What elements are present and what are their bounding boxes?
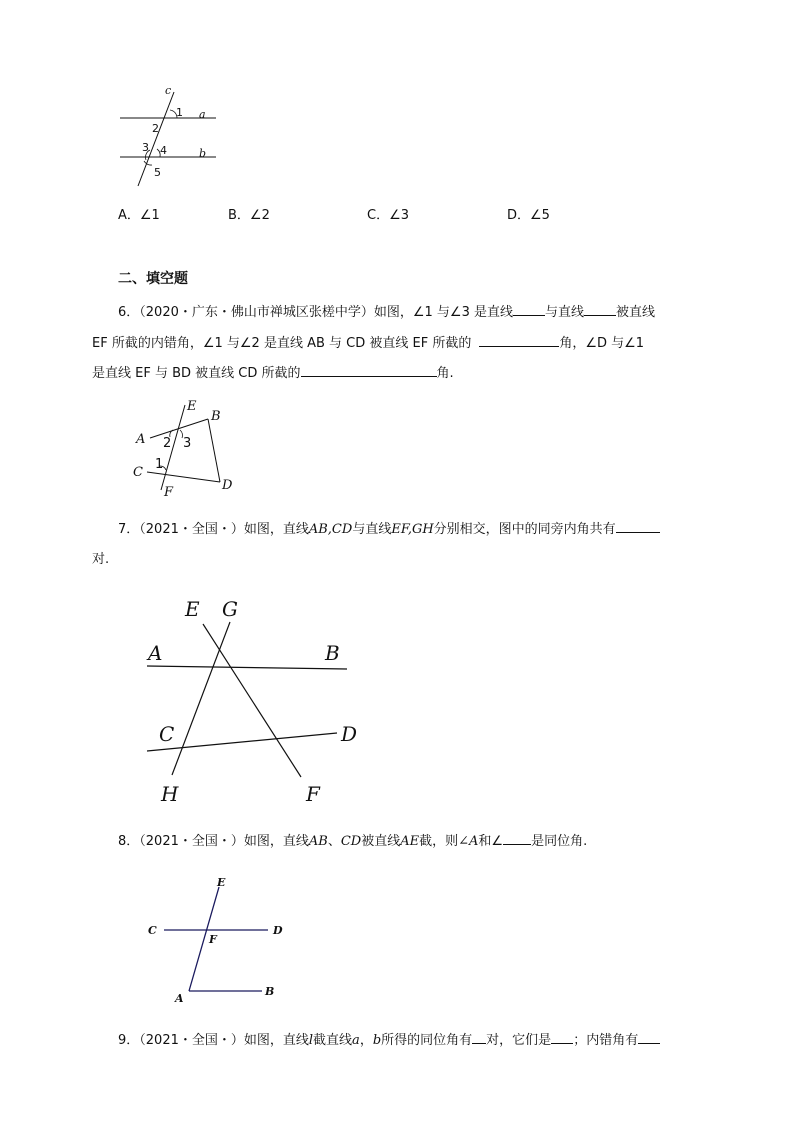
q6-line-2: EF 所截的内错角，∠1 与∠2 是直线 AB 与 CD 被直线 EF 所截的 角，∠D 与∠1 — [92, 336, 645, 351]
q8-label-b: B — [265, 985, 275, 998]
q5-option-a[interactable]: A．∠1 — [118, 208, 160, 223]
q7-label-f: F — [306, 782, 320, 806]
q5-label-4: 4 — [160, 144, 167, 157]
q9-blank-2[interactable] — [551, 1031, 573, 1044]
q6-label-1: 1 — [155, 457, 164, 472]
q8-line: 8．（2021・全国・）如图，直线AB、CD被直线AE截，则∠A和∠ 是同位角. — [118, 834, 588, 849]
q6-label-3: 3 — [183, 436, 192, 451]
q9-blank-3[interactable] — [638, 1031, 660, 1044]
q5-label-a: a — [199, 108, 206, 121]
q8-label-e: E — [217, 876, 226, 889]
q6-line-1: 6．（2020・广东・佛山市禅城区张槎中学）如图，∠1 与∠3 是直线 与直线 被直线 — [118, 305, 656, 320]
q5-label-3: 3 — [142, 141, 149, 154]
q7-label-a: A — [148, 641, 163, 665]
q7-line-1: 7．（2021・全国・）如图，直线AB,CD与直线EF,GH分别相交，图中的同旁内角共有 — [118, 520, 660, 539]
q8-label-d: D — [273, 924, 283, 937]
q7-line-2: 对. — [92, 552, 110, 567]
q6-label-2: 2 — [163, 436, 172, 451]
q6-label-e: E — [187, 399, 197, 414]
q5-option-b[interactable]: B．∠2 — [228, 208, 270, 223]
q7-label-h: H — [161, 782, 179, 806]
q5-option-c[interactable]: C．∠3 — [367, 208, 410, 223]
q5-label-1: 1 — [176, 106, 183, 119]
q6-label-b: B — [211, 409, 221, 424]
section-title: 二、填空题 — [118, 271, 188, 287]
q5-label-b: b — [199, 147, 207, 160]
q6-label-a: A — [136, 432, 146, 447]
q5-label-2: 2 — [152, 122, 159, 135]
q7-label-d: D — [341, 722, 358, 746]
q5-option-d[interactable]: D．∠5 — [507, 208, 550, 223]
q9-blank-1[interactable] — [472, 1031, 486, 1044]
q6-label-d: D — [222, 478, 233, 493]
q6-label-f: F — [164, 485, 174, 500]
q9-line: 9．（2021・全国・）如图，直线l截直线a，b所得的同位角有 对，它们是 ；内错角有 — [118, 1031, 660, 1050]
q5-label-c: c — [165, 84, 172, 97]
q8-label-f: F — [209, 933, 217, 946]
q8-label-c: C — [148, 924, 157, 937]
q8-label-a: A — [175, 992, 184, 1005]
q7-label-c: C — [159, 722, 175, 746]
q7-label-e: E — [185, 597, 200, 621]
q6-label-c: C — [133, 465, 143, 480]
q7-label-g: G — [222, 597, 238, 621]
q7-label-b: B — [325, 641, 340, 665]
q6-line-3: 是直线 EF 与 BD 被直线 CD 所截的 角. — [92, 366, 454, 381]
q5-label-5: 5 — [154, 166, 161, 179]
